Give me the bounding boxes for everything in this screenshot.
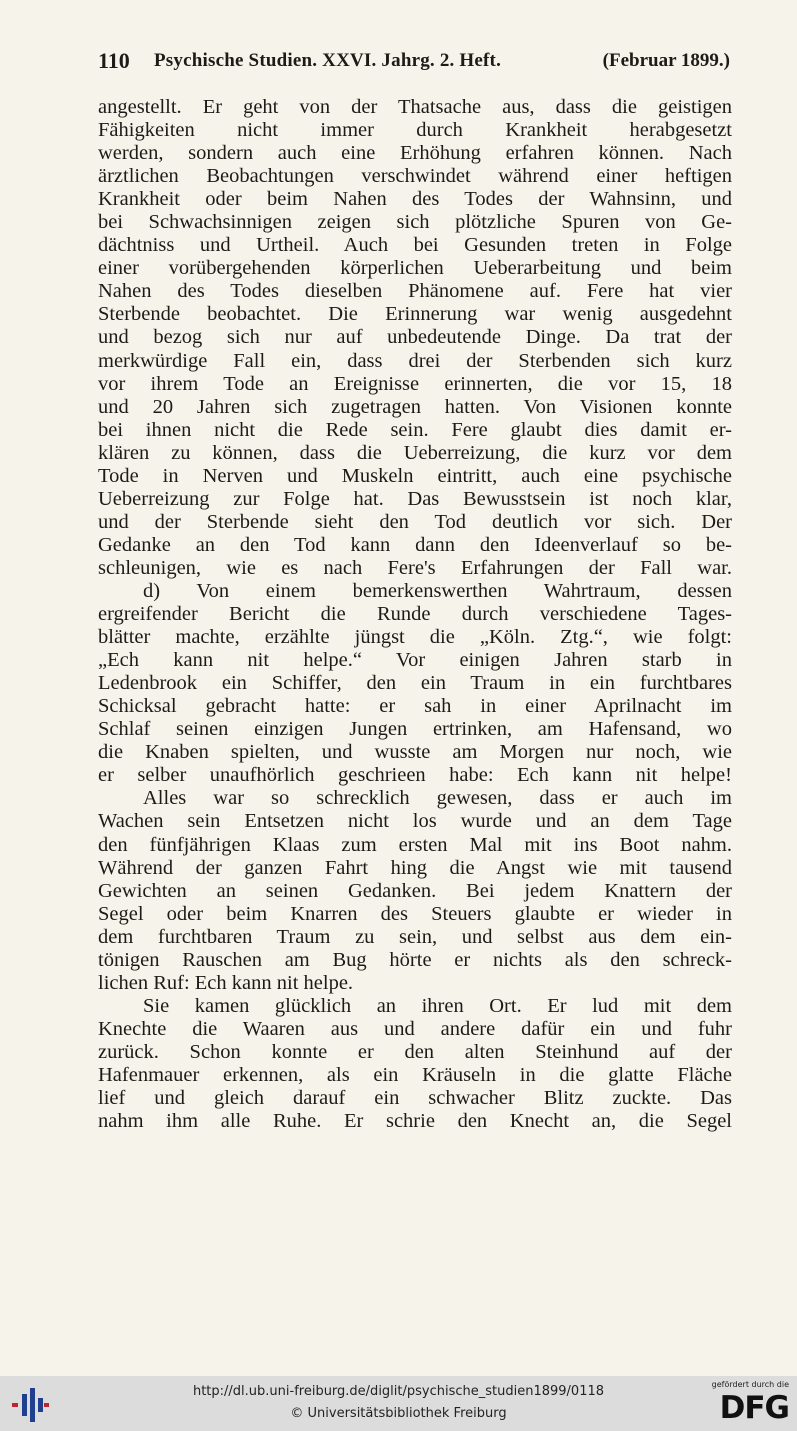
text-line: Sie kamen glücklich an ihren Ort. Er lud mit dem: [143, 994, 732, 1017]
text-line: Fähigkeiten nicht immer durch Krankheit herabgesetzt: [98, 119, 732, 142]
text-line: lichen Ruf: Ech kann nit helpe.: [98, 971, 354, 994]
text-line: Alles war so schrecklich gewesen, dass er auch im: [143, 787, 732, 810]
header-title: Psychische Studien. XXVI. Jahrg. 2. Heft.: [154, 50, 502, 71]
text-line: Ueberreizung zur Folge hat. Das Bewusstsein ist noch klar,: [98, 487, 732, 510]
body-text: [98, 96, 732, 1133]
text-line: Ledenbrook ein Schiffer, den ein Traum in ein furchtbares: [98, 672, 732, 695]
text-line: werden, sondern auch eine Erhöhung erfahren können. Nach: [98, 142, 732, 165]
copyright-notice: © Universitätsbibliothek Freiburg: [290, 1406, 507, 1421]
text-line: den fünfjährigen Klaas zum ersten Mal mit ins Boot nahm.: [98, 833, 732, 856]
text-line: die Knaben spielten, und wusste am Morgen nur noch, wie: [98, 741, 732, 764]
header-date: (Februar 1899.): [602, 50, 730, 71]
text-line: Schlaf seinen einzigen Jungen ertrinken, am Hafensand, wo: [98, 718, 732, 741]
text-line: und 20 Jahren sich zugetragen hatten. Von Visionen konnte: [98, 395, 732, 418]
text-line: Schicksal gebracht hatte: er sah in einer Aprilnacht im: [98, 695, 732, 718]
page-number: 110: [98, 48, 130, 73]
text-line: Wachen sein Entsetzen nicht los wurde und an dem Tage: [98, 810, 732, 833]
text-line: tönigen Rauschen am Bug hörte er nichts als den schreck-: [98, 948, 732, 971]
text-line: bei Schwachsinnigen zeigen sich plötzliche Spuren von Ge-: [98, 211, 732, 234]
text-line: lief und gleich darauf ein schwacher Blitz zuckte. Das: [98, 1087, 732, 1110]
permalink-url[interactable]: http://dl.ub.uni-freiburg.de/diglit/psychische_studien1899/0118: [192, 1384, 605, 1399]
text-line: „Ech kann nit helpe.“ Vor einigen Jahren starb in: [98, 649, 732, 672]
text-line: schleunigen, wie es nach Fere's Erfahrungen der Fall war.: [98, 556, 732, 579]
text-line: merkwürdige Fall ein, dass drei der Sterbenden sich kurz: [98, 349, 732, 372]
text-line: dem furchtbaren Traum zu sein, und selbst aus dem ein-: [98, 925, 732, 948]
text-line: d) Von einem bemerkenswerthen Wahrtraum, dessen: [143, 579, 732, 602]
text-line: blätter machte, erzählte jüngst die „Köln. Ztg.“, wie folgt:: [98, 626, 732, 649]
text-line: und der Sterbende sieht den Tod deutlich vor sich. Der: [98, 510, 732, 533]
text-line: Segel oder beim Knarren des Steuers glaubte er wieder in: [98, 902, 732, 925]
text-line: nahm ihm alle Ruhe. Er schrie den Knecht an, die Segel: [98, 1110, 732, 1133]
text-line: dächtniss und Urtheil. Auch bei Gesunden treten in Folge: [98, 234, 732, 257]
text-line: und bezog sich nur auf unbedeutende Dinge. Da trat der: [98, 326, 732, 349]
dfg-logo: [703, 1380, 789, 1428]
text-line: vor ihrem Tode an Ereignisse erinnerten, die vor 15, 18: [98, 372, 732, 395]
text-line: Tode in Nerven und Muskeln eintritt, auch eine psychische: [98, 464, 732, 487]
text-line: Knechte die Waaren aus und andere dafür ein und fuhr: [98, 1017, 732, 1040]
text-line: Während der ganzen Fahrt hing die Angst wie mit tausend: [98, 856, 732, 879]
text-line: bei ihnen nicht die Rede sein. Fere glaubt dies damit er-: [98, 418, 732, 441]
text-line: angestellt. Er geht von der Thatsache aus, dass die geistigen: [98, 96, 732, 118]
dfg-caption: gefördert durch die: [711, 1380, 789, 1389]
text-line: Gedanke an den Tod kann dann den Ideenverlauf so be-: [98, 533, 732, 556]
running-head: [98, 48, 730, 78]
dfg-mark: DFG: [719, 1390, 789, 1426]
text-line: einer vorübergehenden körperlichen Ueberarbeitung und beim: [98, 257, 732, 280]
text-line: ärztlichen Beobachtungen verschwindet während einer heftigen: [98, 165, 732, 188]
viewer-footer: [0, 1376, 797, 1431]
text-line: Hafenmauer erkennen, als ein Kräuseln in die glatte Fläche: [98, 1063, 732, 1086]
text-line: Nahen des Todes dieselben Phänomene auf. Fere hat vier: [98, 280, 732, 303]
text-line: Krankheit oder beim Nahen des Todes der Wahnsinn, und: [98, 188, 732, 211]
text-line: Gewichten an seinen Gedanken. Bei jedem Knattern der: [98, 879, 732, 902]
text-line: klären zu können, dass die Ueberreizung, die kurz vor dem: [98, 441, 732, 464]
text-line: zurück. Schon konnte er den alten Steinhund auf der: [98, 1040, 732, 1063]
text-line: er selber unaufhörlich geschrieen habe: Ech kann nit helpe!: [98, 764, 732, 787]
text-line: ergreifender Bericht die Runde durch verschiedene Tages-: [98, 603, 732, 626]
text-line: Sterbende beobachtet. Die Erinnerung war wenig ausgedehnt: [98, 303, 732, 326]
